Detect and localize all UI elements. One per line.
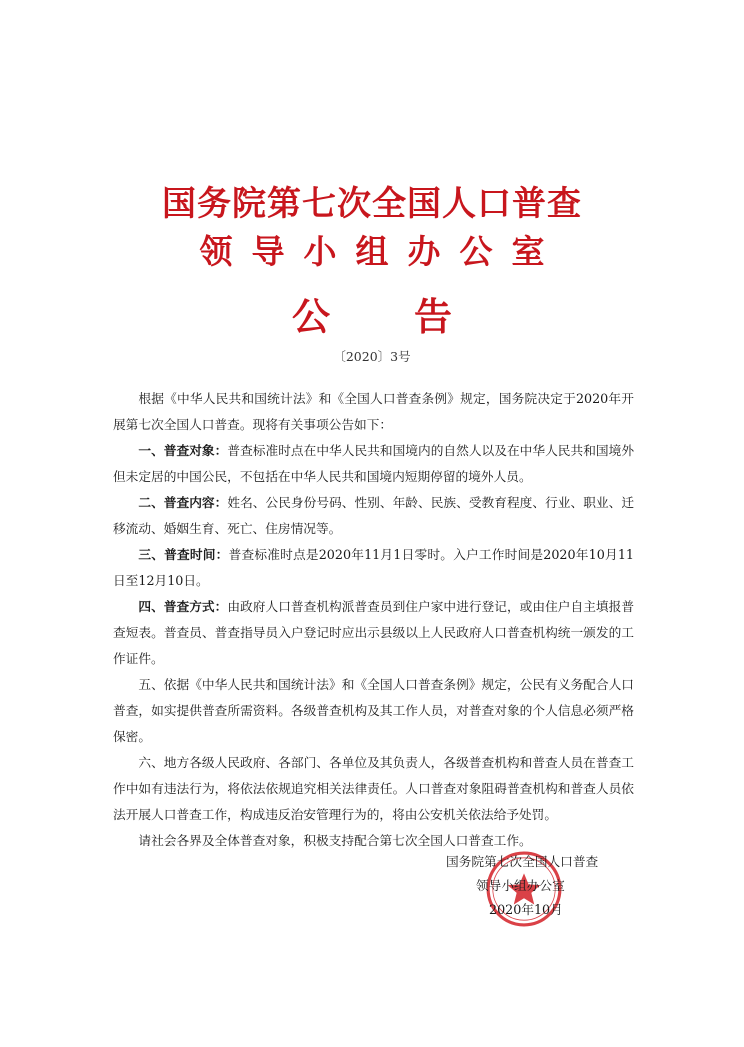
closing-paragraph: 请社会各界及全体普查对象，积极支持配合第七次全国人口普查工作。: [138, 833, 532, 848]
section-head-4: 四、普查方式：: [138, 599, 228, 614]
section-head-3: 三、普查时间：: [138, 547, 229, 562]
section-paragraph-2: [113, 490, 634, 542]
section-head-2: 二、普查内容：: [138, 495, 228, 510]
notice-body: [113, 386, 634, 854]
signature-org-line-1: 国务院第七次全国人口普查: [446, 854, 599, 869]
signature-block: [446, 850, 626, 922]
section-head-1: 一、普查对象：: [138, 443, 228, 458]
signature-date: 2020年10月: [489, 902, 563, 917]
section-paragraph-4: [113, 594, 634, 672]
signature-org-line-2: 领导小组办公室: [476, 878, 565, 893]
section-text-2: 姓名、公民身份号码、性别、年龄、民族、受教育程度、行业、职业、迁移流动、婚姻生育、死亡、住房情况等。: [113, 495, 635, 536]
section-paragraph-6: 六、地方各级人民政府、各部门、各单位及其负责人，各级普查机构和普查人员在普查工作中如有违法行为，将依法依规追究相关法律责任。人口普查对象阻碍普查机构和普查人员依法开展人口普查工作，构成违反治安管理行为的，将由公安机关依法给予处罚。: [113, 755, 634, 822]
section-paragraph-3: [113, 542, 634, 594]
section-text-4: 由政府人口普查机构派普查员到住户家中进行登记，或由住户自主填报普查短表。普查员、普查指导员入户登记时应出示县级以上人民政府人口普查机构统一颁发的工作证件。: [113, 599, 635, 666]
section-text-3: 普查标准时点是2020年11月1日零时。入户工作时间是2020年10月11日至12月10日。: [113, 547, 634, 588]
title-line-1: 国务院第七次全国人口普查: [162, 184, 582, 224]
section-paragraph-1: [113, 438, 634, 490]
section-paragraph-5: 五、依据《中华人民共和国统计法》和《全国人口普查条例》规定，公民有义务配合人口普查，如实提供普查所需资料。各级普查机构及其工作人员，对普查对象的个人信息必须严格保密。: [113, 677, 634, 744]
title-line-3: 公告: [291, 294, 536, 339]
document-number: 〔2020〕3号: [333, 349, 411, 364]
title-line-2: 领导小组办公室: [199, 232, 564, 271]
intro-paragraph: 根据《中华人民共和国统计法》和《全国人口普查条例》规定，国务院决定于2020年开展第七次全国人口普查。现将有关事项公告如下：: [113, 391, 634, 432]
section-text-1: 普查标准时点在中华人民共和国境内的自然人以及在中华人民共和国境外但未定居的中国公民，不包括在中华人民共和国境内短期停留的境外人员。: [113, 443, 635, 484]
